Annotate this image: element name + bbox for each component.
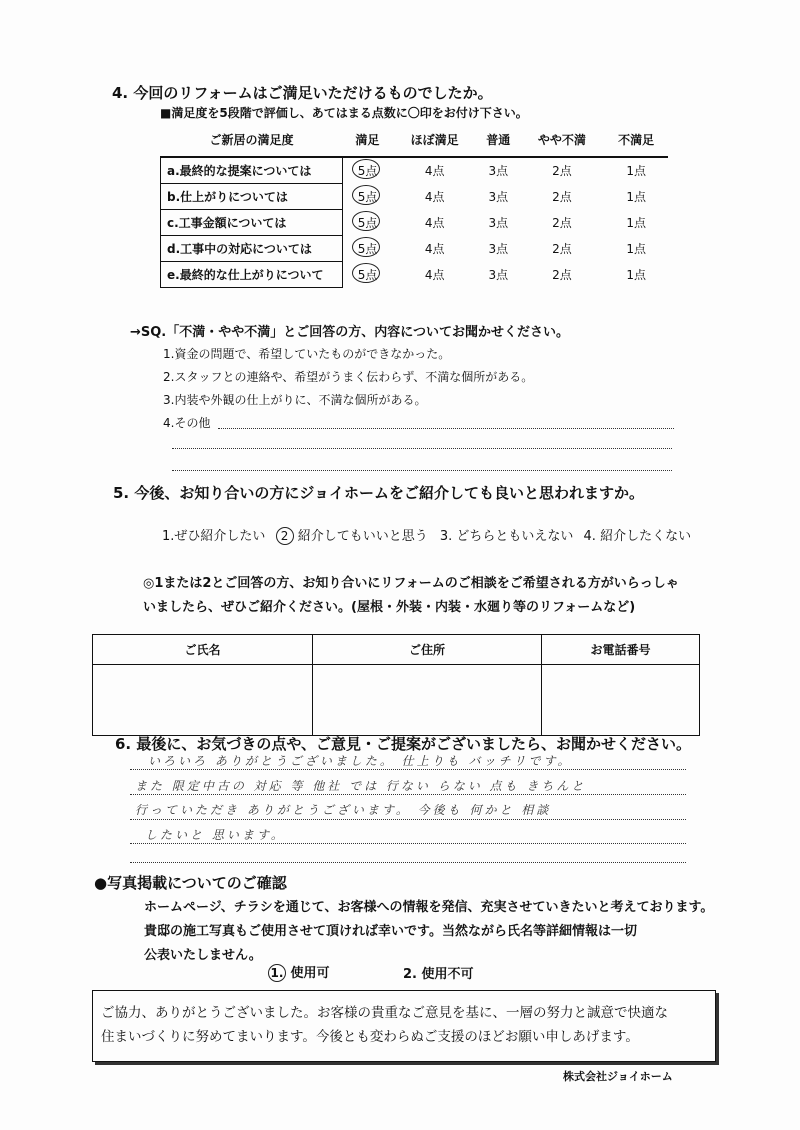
score-value: 5点 bbox=[354, 188, 382, 205]
sq-option-4[interactable]: 4.その他 bbox=[163, 416, 211, 430]
score-value: 2点 bbox=[552, 242, 572, 256]
score-normal[interactable] bbox=[477, 157, 519, 184]
photo-option-1-label: 使用可 bbox=[290, 966, 330, 981]
row-item-label: d.工事中の対応については bbox=[161, 236, 343, 262]
q5-note-line-1: ◎1または2とご回答の方、お知り合いにリフォームのご相談をご希望される方がいらっしゃ bbox=[143, 576, 679, 591]
score-value: 1点 bbox=[626, 164, 646, 179]
score-value: 3点 bbox=[488, 164, 509, 179]
header-dissatisfied: 不満足 bbox=[604, 122, 668, 157]
header-mostly-satisfied: ほぼ満足 bbox=[392, 122, 477, 157]
q6-handwritten-4: したいと 思います。 bbox=[145, 828, 286, 842]
referral-address-cell[interactable] bbox=[313, 665, 542, 736]
row-item-label: c.工事金額については bbox=[161, 210, 343, 236]
table-row bbox=[161, 262, 669, 288]
q5-note-line-2: いましたら、ぜひご紹介ください。(屋根・外装・内装・水廻り等のリフォームなど) bbox=[143, 600, 636, 615]
header-address: ご住所 bbox=[313, 635, 542, 665]
score-dissatisfied[interactable] bbox=[604, 210, 668, 236]
photo-option-2[interactable]: 2. 使用不可 bbox=[403, 967, 474, 982]
q5-option-4[interactable]: 4. 紹介したくない bbox=[583, 529, 692, 544]
score-satisfied[interactable] bbox=[343, 262, 393, 288]
satisfaction-table bbox=[160, 122, 668, 288]
score-dissatisfied[interactable] bbox=[604, 262, 668, 288]
score-satisfied[interactable] bbox=[343, 236, 393, 262]
score-somewhat-dissatisfied[interactable] bbox=[519, 210, 604, 236]
q6-title: 6. 最後に、お気づきの点や、ご意見・ご提案がございましたら、お聞かせください。 bbox=[115, 735, 692, 753]
sq-other-line-1[interactable] bbox=[218, 428, 674, 429]
score-value: 4点 bbox=[424, 242, 445, 256]
photo-option-1[interactable] bbox=[268, 962, 330, 982]
sq-other-line-3[interactable] bbox=[172, 470, 672, 471]
photo-title: ●写真掲載についてのご確認 bbox=[94, 874, 287, 892]
table-row bbox=[161, 210, 669, 236]
score-value: 1点 bbox=[626, 216, 646, 230]
referral-phone-cell[interactable] bbox=[542, 665, 700, 736]
score-somewhat-dissatisfied[interactable] bbox=[519, 236, 604, 262]
score-value: 5点 bbox=[354, 266, 382, 283]
header-normal: 普通 bbox=[477, 122, 519, 157]
score-value: 4点 bbox=[424, 216, 445, 230]
score-value: 5点 bbox=[354, 162, 382, 179]
score-normal[interactable] bbox=[477, 184, 519, 210]
sq-option-1[interactable]: 1.資金の問題で、希望していたものができなかった。 bbox=[163, 347, 451, 361]
score-mostly-satisfied[interactable] bbox=[392, 210, 477, 236]
score-value: 1点 bbox=[626, 242, 646, 256]
company-name: 株式会社ジョイホーム bbox=[563, 1070, 673, 1083]
table-row bbox=[161, 184, 669, 210]
sq-title: →SQ.「不満・やや不満」とご回答の方、内容についてお聞かせください。 bbox=[130, 325, 569, 340]
header-satisfied: 満足 bbox=[343, 122, 393, 157]
sq-option-2[interactable]: 2.スタッフとの連絡や、希望がうまく伝わらず、不満な個所がある。 bbox=[163, 370, 534, 384]
score-value: 3点 bbox=[488, 268, 509, 282]
score-value: 2点 bbox=[552, 164, 572, 179]
photo-option-1-circle[interactable]: 1. bbox=[268, 964, 286, 982]
score-satisfied[interactable] bbox=[343, 157, 393, 184]
q5-option-2[interactable]: 紹介してもいいと思う bbox=[297, 529, 428, 544]
photo-line-2: 貴邸の施工写真もご使用させて頂ければ幸いです。当然ながら氏名等詳細情報は一切 bbox=[144, 924, 637, 939]
score-dissatisfied[interactable] bbox=[604, 236, 668, 262]
header-somewhat-dissatisfied: やや不満 bbox=[519, 122, 604, 157]
score-value: 4点 bbox=[424, 164, 445, 179]
referral-name-cell[interactable] bbox=[93, 665, 313, 736]
score-value: 3点 bbox=[488, 190, 509, 204]
score-dissatisfied[interactable] bbox=[604, 184, 668, 210]
header-item: ご新居の満足度 bbox=[161, 122, 343, 157]
score-value: 1点 bbox=[626, 268, 646, 282]
score-value: 4点 bbox=[424, 190, 445, 204]
score-value: 1点 bbox=[626, 190, 646, 204]
score-mostly-satisfied[interactable] bbox=[392, 184, 477, 210]
q5-title: 5. 今後、お知り合いの方にジョイホームをご紹介しても良いと思われますか。 bbox=[113, 484, 645, 502]
q6-line-5 bbox=[130, 862, 686, 863]
score-value: 4点 bbox=[424, 268, 445, 282]
score-value: 3点 bbox=[488, 216, 509, 230]
q5-option-3[interactable]: 3. どちらともいえない bbox=[439, 529, 574, 544]
table-row bbox=[161, 157, 669, 184]
photo-line-3: 公表いたしません。 bbox=[144, 948, 262, 963]
q5-options bbox=[162, 525, 691, 545]
q6-line-2 bbox=[130, 794, 686, 795]
header-phone: お電話番号 bbox=[542, 635, 700, 665]
closing-box bbox=[92, 990, 716, 1062]
score-mostly-satisfied[interactable] bbox=[392, 157, 477, 184]
score-normal[interactable] bbox=[477, 262, 519, 288]
q6-handwritten-2: また 限定中古の 対応 等 他社 では 行ない らない 点も きちんと bbox=[135, 779, 587, 793]
score-mostly-satisfied[interactable] bbox=[392, 236, 477, 262]
score-normal[interactable] bbox=[477, 210, 519, 236]
score-somewhat-dissatisfied[interactable] bbox=[519, 157, 604, 184]
q6-line-3 bbox=[130, 819, 686, 820]
score-satisfied[interactable] bbox=[343, 210, 393, 236]
row-item-label: e.最終的な仕上がりについて bbox=[161, 262, 343, 288]
q6-handwritten-3: 行っていただき ありがとうございます。 今後も 何かと 相談 bbox=[135, 803, 552, 817]
score-satisfied[interactable] bbox=[343, 184, 393, 210]
q6-handwritten-1: いろいろ ありがとうございました。 仕上りも バッチリです。 bbox=[148, 754, 573, 768]
score-value: 2点 bbox=[552, 216, 572, 230]
referral-table bbox=[92, 634, 700, 736]
score-mostly-satisfied[interactable] bbox=[392, 262, 477, 288]
sq-option-3[interactable]: 3.内装や外観の仕上がりに、不満な個所がある。 bbox=[163, 393, 427, 407]
score-somewhat-dissatisfied[interactable] bbox=[519, 184, 604, 210]
header-name: ご氏名 bbox=[93, 635, 313, 665]
score-somewhat-dissatisfied[interactable] bbox=[519, 262, 604, 288]
q4-title: 4. 今回のリフォームはご満足いただけるものでしたか。 bbox=[112, 84, 493, 102]
score-normal[interactable] bbox=[477, 236, 519, 262]
closing-line-1: ご協力、ありがとうございました。お客様の貴重なご意見を基に、一層の努力と誠意で快適な bbox=[101, 1005, 668, 1021]
photo-line-1: ホームページ、チラシを通じて、お客様への情報を発信、充実させていきたいと考えております。 bbox=[144, 900, 714, 915]
score-value: 5点 bbox=[354, 240, 382, 257]
score-value: 2点 bbox=[552, 268, 572, 282]
table-row bbox=[161, 236, 669, 262]
row-item-label: b.仕上がりについては bbox=[161, 184, 343, 210]
q6-line-4 bbox=[130, 843, 686, 844]
sq-other-line-2[interactable] bbox=[172, 448, 672, 449]
score-value: 5点 bbox=[354, 214, 382, 231]
score-value: 2点 bbox=[552, 190, 572, 204]
q5-option-1[interactable]: 1.ぜひ紹介したい bbox=[162, 529, 266, 544]
row-item-label: a.最終的な提案については bbox=[161, 157, 343, 184]
q5-option-2-circle[interactable]: 2 bbox=[276, 527, 294, 545]
q4-instruction: ■満足度を5段階で評価し、あてはまる点数に〇印をお付け下さい。 bbox=[160, 106, 528, 120]
closing-line-2: 住まいづくりに努めてまいります。今後とも変わらぬご支援のほどお願い申しあげます。 bbox=[101, 1029, 639, 1045]
q6-line-1 bbox=[130, 769, 686, 770]
score-value: 3点 bbox=[488, 242, 509, 256]
score-dissatisfied[interactable] bbox=[604, 157, 668, 184]
